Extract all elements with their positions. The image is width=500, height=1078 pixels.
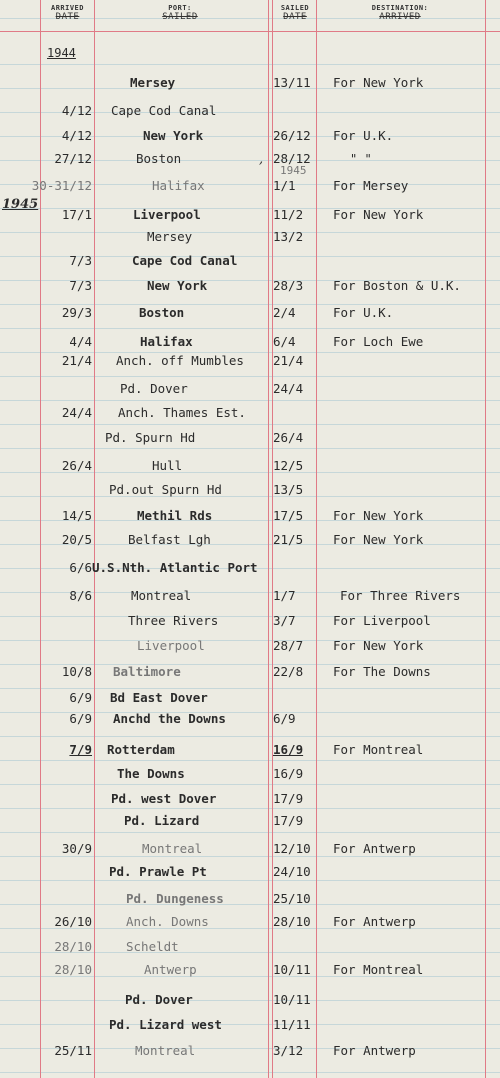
- port-name: Anchd the Downs: [113, 711, 226, 726]
- sailed-year-note: 1945: [280, 164, 307, 177]
- arrived-date: 29/3: [61, 305, 92, 320]
- port-name: Cape Cod Canal: [111, 103, 217, 118]
- arrived-date: 26/10: [54, 914, 92, 929]
- sailed-date: 28/10: [273, 914, 311, 929]
- sailed-date: 2/4: [273, 305, 296, 320]
- arrived-date: 28/10: [54, 962, 92, 977]
- sailed-date: 12/5: [273, 458, 304, 473]
- port-name: Pd. Lizard west: [109, 1017, 222, 1032]
- port-name: Bd East Dover: [110, 690, 208, 705]
- arrived-date: 17/1: [61, 207, 92, 222]
- arrived-date: 7/3: [69, 253, 92, 268]
- sailed-date: 21/4: [273, 353, 304, 368]
- arrived-date: 8/6: [69, 588, 92, 603]
- sailed-date: 21/5: [273, 532, 304, 547]
- destination: For Three Rivers: [340, 588, 461, 603]
- destination: For The Downs: [333, 664, 431, 679]
- port-name: Boston: [136, 151, 182, 166]
- ditto-marks: " ": [350, 152, 372, 166]
- port-name: Pd. Dover: [125, 992, 193, 1007]
- destination: For New York: [333, 508, 424, 523]
- column-rule-destination: [485, 0, 486, 1078]
- header-port-label: PORT:: [168, 4, 192, 12]
- arrived-date: 26/4: [61, 458, 92, 473]
- sailed-date: 6/4: [273, 334, 296, 349]
- header-rule: [0, 31, 500, 32]
- comma-mark: ,: [259, 152, 264, 167]
- arrived-date: 27/12: [54, 151, 92, 166]
- arrived-date: 20/5: [61, 532, 92, 547]
- destination: For Montreal: [333, 742, 424, 757]
- sailed-date: 1/1: [273, 178, 296, 193]
- header-port: [140, 4, 220, 22]
- column-rule-port: [268, 0, 269, 1078]
- arrived-date: 30/9: [61, 841, 92, 856]
- port-name: Anch. off Mumbles: [116, 353, 244, 368]
- header-destination: [350, 4, 450, 22]
- port-name: Pd. Spurn Hd: [105, 430, 196, 445]
- destination: For New York: [333, 207, 424, 222]
- port-name: Rotterdam: [107, 742, 175, 757]
- sailed-date: 13/5: [273, 482, 304, 497]
- header-arrived-struck: DATE: [55, 12, 80, 22]
- destination: For Antwerp: [333, 1043, 416, 1058]
- port-name: New York: [143, 128, 204, 143]
- sailed-date: 10/11: [273, 962, 311, 977]
- destination: For U.K.: [333, 305, 394, 320]
- destination: For Antwerp: [333, 841, 416, 856]
- destination: For Boston & U.K.: [333, 278, 461, 293]
- destination: For Montreal: [333, 962, 424, 977]
- port-name: Boston: [139, 305, 185, 320]
- sailed-date: 24/10: [273, 864, 311, 879]
- sailed-date: 13/11: [273, 75, 311, 90]
- port-name: Montreal: [131, 588, 192, 603]
- arrived-date: 14/5: [61, 508, 92, 523]
- port-name: Pd. west Dover: [111, 791, 217, 806]
- port-name: Hull: [152, 458, 183, 473]
- port-name: Pd.out Spurn Hd: [109, 482, 222, 497]
- port-name: U.S.Nth. Atlantic Port: [92, 560, 258, 575]
- port-name: Baltimore: [113, 664, 181, 679]
- port-name: The Downs: [117, 766, 185, 781]
- header-arrived-label: ARRIVED: [50, 4, 84, 12]
- arrived-date: 6/9: [69, 711, 92, 726]
- arrived-date: 28/10: [54, 939, 92, 954]
- port-name: Anch. Downs: [126, 914, 209, 929]
- port-name: Methil Rds: [137, 508, 213, 523]
- arrived-date: 4/12: [61, 103, 92, 118]
- port-name: Halifax: [140, 334, 193, 349]
- header-destination-struck: ARRIVED: [379, 12, 421, 22]
- port-name: Antwerp: [144, 962, 197, 977]
- year-heading: 1944: [47, 46, 76, 60]
- port-name: Anch. Thames Est.: [118, 405, 246, 420]
- port-name: Liverpool: [137, 638, 205, 653]
- destination: For Liverpool: [333, 613, 431, 628]
- header-arrived: [45, 4, 90, 22]
- sailed-date: 28/12: [273, 151, 311, 166]
- arrived-date: 21/4: [61, 353, 92, 368]
- column-rule-sailed: [316, 0, 317, 1078]
- port-name: Pd. Dover: [120, 381, 188, 396]
- destination: For New York: [333, 532, 424, 547]
- destination: For Mersey: [333, 178, 409, 193]
- sailed-date: 10/11: [273, 992, 311, 1007]
- sailed-date: 13/2: [273, 229, 304, 244]
- sailed-date: 24/4: [273, 381, 304, 396]
- sailed-date: 11/2: [273, 207, 304, 222]
- column-rule-left-margin: [40, 0, 41, 1078]
- arrived-date: 7/9: [69, 742, 92, 757]
- margin-year-note: 1945: [2, 197, 39, 212]
- port-name: Mersey: [147, 229, 193, 244]
- port-name: Scheldt: [126, 939, 179, 954]
- sailed-date: 16/9: [273, 766, 304, 781]
- port-name: Montreal: [135, 1043, 196, 1058]
- header-destination-label: DESTINATION:: [371, 4, 429, 12]
- port-name: Liverpool: [133, 207, 201, 222]
- destination: For Loch Ewe: [333, 334, 424, 349]
- destination: For New York: [333, 638, 424, 653]
- sailed-date: 26/12: [273, 128, 311, 143]
- header-sailed-struck: DATE: [283, 12, 307, 22]
- sailed-date: 25/10: [273, 891, 311, 906]
- sailed-date: 11/11: [273, 1017, 311, 1032]
- header-port-struck: SAILED: [162, 12, 198, 22]
- arrived-date: 30-31/12: [31, 178, 92, 193]
- arrived-date: 24/4: [61, 405, 92, 420]
- sailed-date: 1/7: [273, 588, 296, 603]
- port-name: Halifax: [152, 178, 205, 193]
- port-name: Pd. Prawle Pt: [109, 864, 207, 879]
- destination: For U.K.: [333, 128, 394, 143]
- sailed-date: 17/9: [273, 791, 304, 806]
- arrived-date: 7/3: [69, 278, 92, 293]
- sailed-date: 17/5: [273, 508, 304, 523]
- port-name: Three Rivers: [128, 613, 219, 628]
- destination: For Antwerp: [333, 914, 416, 929]
- port-name: Pd. Dungeness: [126, 891, 224, 906]
- sailed-date: 3/12: [273, 1043, 304, 1058]
- arrived-date: 4/4: [69, 334, 92, 349]
- arrived-date: 25/11: [54, 1043, 92, 1058]
- port-name: New York: [147, 278, 208, 293]
- arrived-date: 6/9: [69, 690, 92, 705]
- header-sailed-label: SAILED: [280, 4, 310, 12]
- arrived-date: 10/8: [61, 664, 92, 679]
- sailed-date: 16/9: [273, 742, 304, 757]
- sailed-date: 28/3: [273, 278, 304, 293]
- sailed-date: 28/7: [273, 638, 304, 653]
- arrived-date: 4/12: [61, 128, 92, 143]
- sailed-date: 22/8: [273, 664, 304, 679]
- arrived-date: 6/6: [69, 560, 92, 575]
- header-sailed: [274, 4, 316, 22]
- sailed-date: 6/9: [273, 711, 296, 726]
- port-name: Belfast Lgh: [128, 532, 211, 547]
- port-name: Montreal: [142, 841, 203, 856]
- port-name: Cape Cod Canal: [132, 253, 238, 268]
- destination: For New York: [333, 75, 424, 90]
- column-rule-arrived: [94, 0, 95, 1078]
- port-name: Mersey: [130, 75, 176, 90]
- port-name: Pd. Lizard: [124, 813, 200, 828]
- sailed-date: 12/10: [273, 841, 311, 856]
- sailed-date: 17/9: [273, 813, 304, 828]
- sailed-date: 3/7: [273, 613, 296, 628]
- sailed-date: 26/4: [273, 430, 304, 445]
